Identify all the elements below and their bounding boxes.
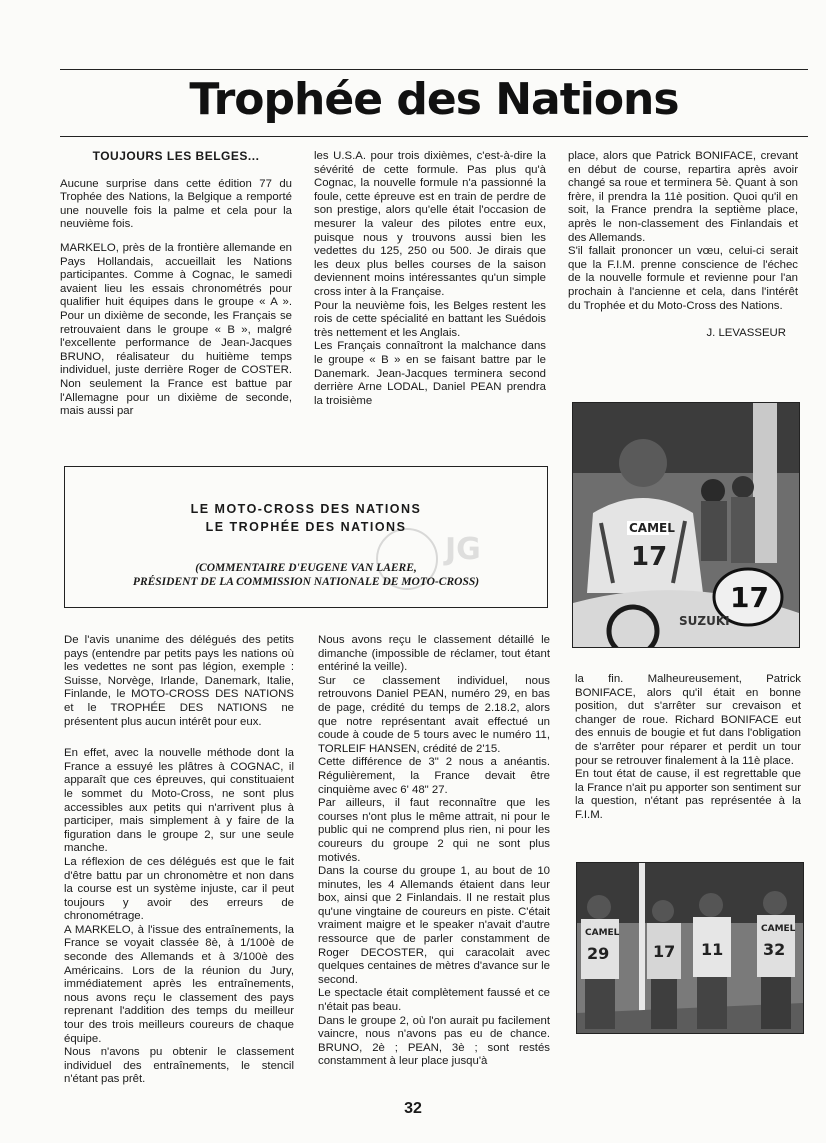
paragraph: Dans le groupe 2, où l'on aurait pu facilement vaincre, nous n'avons pas eu de chance. BRUNO, 2è ; PEAN, 3è ; sont restés constamment à leur place jusqu'à [318,1014,550,1068]
jersey-number: 32 [763,940,786,959]
paragraph: place, alors que Patrick BONIFACE, crevant en début de course, repartira après avoir changé sa roue et terminera 5è. Quant à son frère, il prendra la 11è position. Quoi qu'il en soit, la France prendra la septième place, après le non-classement des Finlandais et des Allemands. [568,150,798,244]
paragraph: la fin. Malheureusement, Patrick BONIFACE, alors qu'il était en bonne position, dut s'arrêter sur crevaison et changer de roue. Richard BONIFACE eut des ennuis de bougie et fut dans l'obligation de s'arrêter pour réparer et perdit un tour pour se retrouver finalement à la 11è place. [575,673,801,767]
paragraph: La réflexion de ces délégués est que le fait d'être battu par un chronomètre et non dans la course est un système injuste, car il peut toujours y avoir des erreurs de chronométrage. [64,855,294,923]
paragraph: Nous avons reçu le classement détaillé le dimanche (impossible de réclamer, tout étant entériné la veille). [318,634,550,674]
box-subtitle-2: PRÉSIDENT DE LA COMMISSION NATIONALE DE MOTO-CROSS) [132,576,480,588]
bike-brand: SUZUKI [679,614,730,628]
box-title-2: LE TROPHÉE DES NATIONS [205,520,407,534]
jersey-text: CAMEL [585,928,620,938]
box-subtitle-1: (COMMENTAIRE D'EUGENE VAN LAERE, [195,562,417,574]
jersey-number: 17 [653,942,676,961]
rider-photo-illustration [573,403,799,647]
paragraph: En effet, avec la nouvelle méthode dont la France a essuyé les plâtres à COGNAC, il apparaît que ces épreuves, qui constituaient le sommet du Moto-Cross, ne sont plus accessibles aux petits qui n'arrivent plus à participer, mais simplement à y faire de la figuration dans le groupe 2, sur une seule manche. [64,747,294,855]
section-heading: TOUJOURS LES BELGES... [92,149,260,163]
paragraph: Cette différence de 3" 2 nous a anéantis. Régulièrement, la France devait être cinquième avec 6' 48" 27. [318,756,550,796]
article-column-5 [318,634,550,1069]
paragraph: De l'avis unanime des délégués des petits pays (entendre par petits pays les nations où les vedettes ne sont pas légion, exemple : Suisse, Norvège, Irlande, Danemark, Italie, Finlande, le MOTO-CROSS DES NATIONS et le TROPHÉE DES NATIONS ne présentent plus aucun intérêt pour eux. [64,634,294,728]
jersey-number: 29 [587,944,610,963]
paragraph: Sur ce classement individuel, nous retrouvons Daniel PEAN, numéro 29, en bas de page, crédité du temps de 2.18.2, alors que notre représentant avait effectué un coude à coude de 5 tours avec le numéro 11, TORLEIF HANSEN, crédité de 2'15. [318,674,550,755]
article-column-2 [314,150,546,408]
paragraph: Par ailleurs, il faut reconnaître que les courses n'ont plus le même attrait, ni pour le public qui ne comprend plus rien, ni pour les coureurs du groupe 2 qui ne sont plus motivés. [318,797,550,864]
team-photo [576,862,804,1034]
paragraph: S'il fallait prononcer un vœu, celui-ci serait que la F.I.M. prenne conscience de l'échec de la nouvelle formule et revienne pour l'an prochain à l'ancienne et cela, dans l'intérêt du Trophée et du Moto-Cross des Nations. [568,245,798,312]
rider-photo [572,402,800,648]
paragraph: En tout état de cause, il est regrettable que la France n'ait pu apporter son sentiment sur la question, n'étant pas représentée à la F.I.M. [575,768,801,821]
top-rule [60,69,808,70]
svg-text:JG: JG [445,532,481,567]
jersey-number: 17 [631,542,668,572]
paragraph: MARKELO, près de la frontière allemande en Pays Hollandais, accueillait les Nations participantes. Comme à Cognac, le samedi avaient lieu les essais chronométrés pour qualifier huit équipes dans le groupe « A ». Pour un dixième de seconde, les Français se retrouvaient dans le groupe « B », malgré l'excellente performance de Jean-Jacques BRUNO, réalisateur du huitième temps individuel, juste derrière Roger de COSTER. Non seulement la France est battue par l'Allemagne pour un dixième de seconde, mais aussi par [60,241,292,418]
team-photo-illustration [577,863,803,1033]
article-column-6 [575,673,801,823]
title-rule [60,136,808,137]
paragraph: Pour la neuvième fois, les Belges restent les rois de cette spécialité en battant les Suédois très nettement et les Anglais. [314,299,546,339]
box-title-1: LE MOTO-CROSS DES NATIONS [190,502,422,516]
commentary-box [64,466,548,608]
article-column-3 [568,150,798,347]
paragraph: Nous n'avons pu obtenir le classement individuel des entraînements, le stencil n'étant pas prêt. [64,1046,294,1086]
article-column-4 [64,634,294,1087]
paragraph: Aucune surprise dans cette édition 77 du Trophée des Nations, la Belgique a remporté une nouvelle fois la palme et cela pour la neuvième fois. [60,177,292,231]
article-column-1 [60,150,292,425]
author-signature: J. LEVASSEUR [706,327,786,340]
jersey-text: CAMEL [761,924,796,934]
paragraph: A MARKELO, à l'issue des entraînements, la France se voyait classée 8è, à 1/100è de seconde des Allemands et à 3/100è des Américains. Lors de la réunion du Jury, immédiatement après les entraînements, nous avons reçu le classement des pays reprenant l'addition des temps du meilleur tour des trois meilleurs coureurs de chaque équipe. [64,923,294,1045]
paragraph: Dans la course du groupe 1, au bout de 10 minutes, les 4 Allemands étaient dans leur box, ainsi que 2 Finlandais. Il ne restait plus qu'une vingtaine de coureurs en piste. C'était vraiment maigre et le speaker n'avait d'autre ressource que de parler constamment de Roger DECOSTER, qui caracolait avec quelques centaines de mètres d'avance sur le second. [318,865,550,986]
paragraph: les U.S.A. pour trois dixièmes, c'est-à-dire la sévérité de cette formule. Pas plus qu'à Cognac, la nouvelle formule n'a passionné la foule, cette épreuve est en train de perdre de son prestige, alors qu'elle était l'occasion de mesurer la valeur des pilotes entre eux, puisque nous y trouvons aussi bien les vedettes du 125, 250 ou 500. Je dirais que les deux plus belles courses de la saison deviennent moins intéressantes qu'un simple cross inter à la Française. [314,150,546,298]
page-title: Trophée des Nations [189,74,679,125]
bike-number-plate: 17 [730,581,769,614]
jersey-text: CAMEL [629,521,675,535]
paragraph: Le spectacle était complètement faussé et ce n'était pas beau. [318,987,550,1014]
page-number: 32 [404,1100,422,1117]
jersey-number: 11 [701,940,724,959]
paragraph: Les Français connaîtront la malchance dans le groupe « B » en se faisant battre par le Danemark. Jean-Jacques terminera second derrière Arne LODAL, Daniel PEAN prendra la troisième [314,340,546,407]
